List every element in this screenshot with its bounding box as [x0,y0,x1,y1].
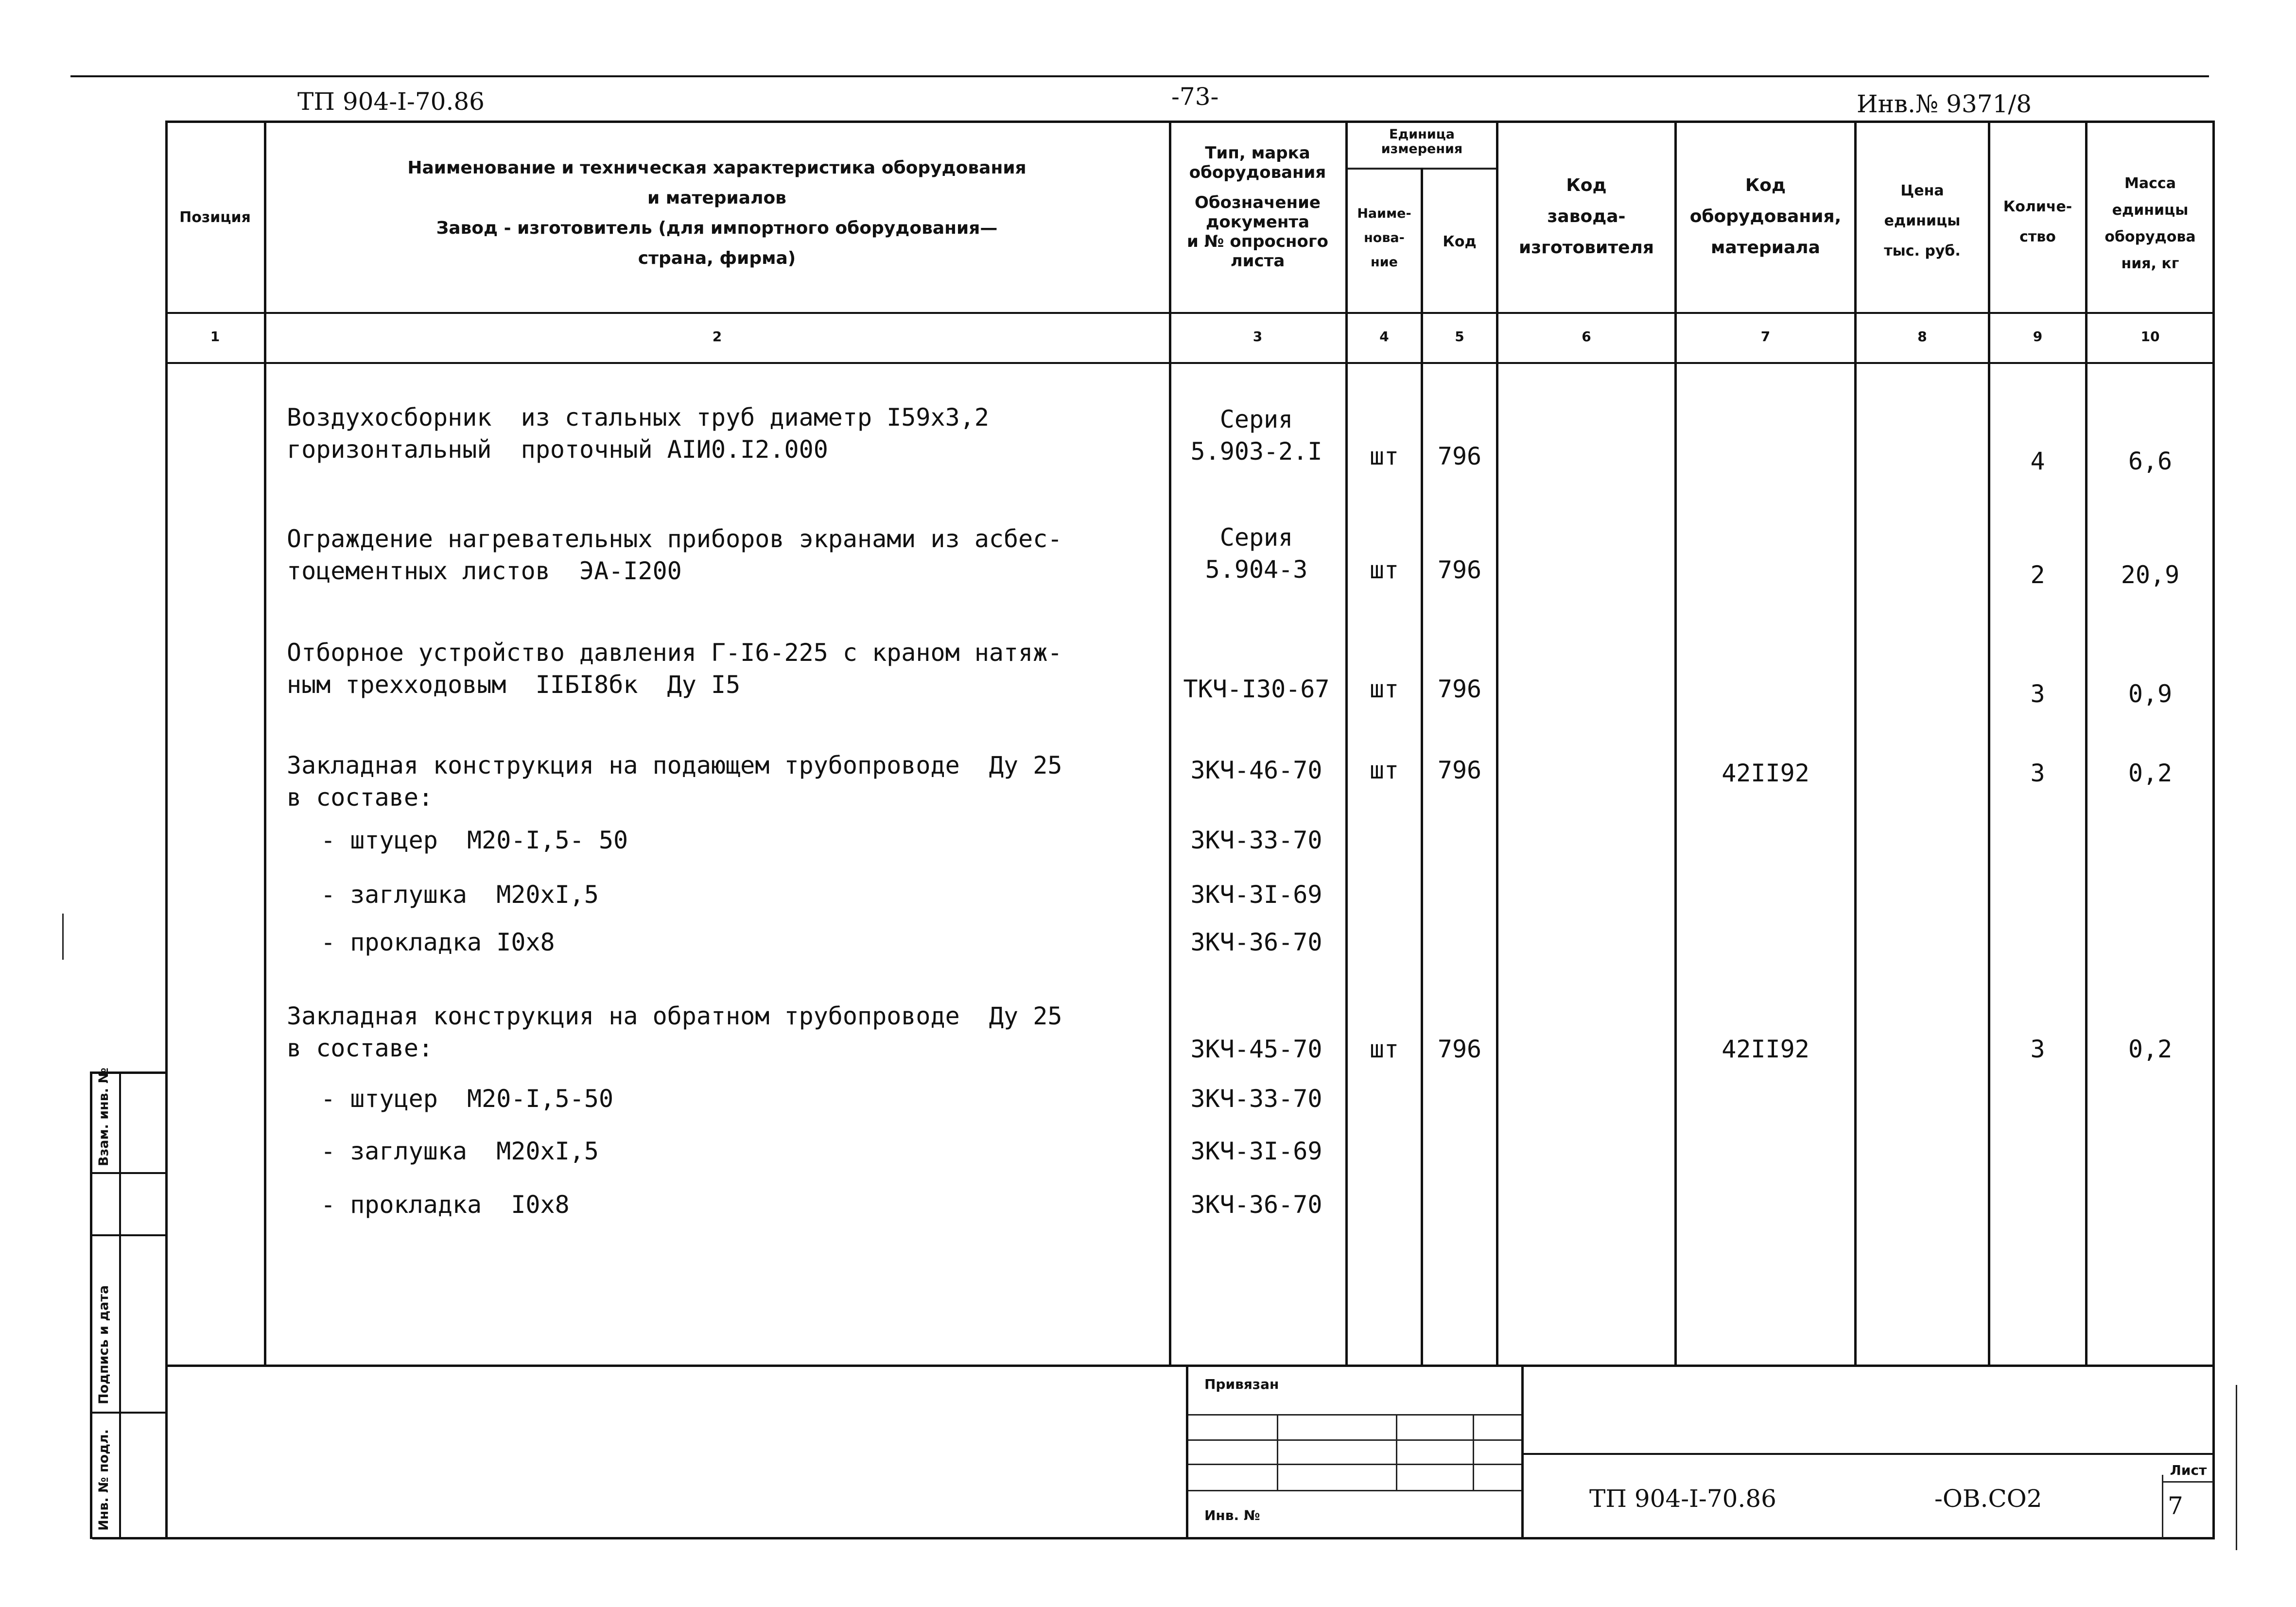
item-name: Отборное устройство давления Г-I6-225 с краном натяж- ным трехходовым IIБI8бк Ду I5 [287,639,1062,699]
col-sep-1 [264,121,266,1365]
header-quantity: Количе- ство [2003,198,2072,245]
item-type: ЗКЧ-3I-69 [1190,881,1322,909]
item-type: ЗКЧ-33-70 [1190,1085,1322,1113]
sheet-number: 7 [2168,1492,2183,1520]
header-unit-code: Код [1443,233,1477,250]
item-type: ЗКЧ-33-70 [1190,826,1322,854]
header-unit-group: Единица измерения [1381,127,1463,156]
tb-vline-1 [1277,1415,1278,1490]
item-qty: 3 [2030,1035,2045,1063]
item-unit: шт [1369,1035,1399,1063]
tb-line-2 [1188,1439,1521,1441]
item-mass: 0,9 [2128,680,2173,708]
header-unit-name: Наиме- нова- ние [1357,206,1411,270]
side-stamp-sep-1 [90,1172,167,1174]
item-unit-code: 796 [1437,556,1482,584]
item-unit: шт [1369,442,1399,470]
colnum-10: 10 [2140,328,2160,345]
frame-top [165,121,2214,123]
side-stamp-sep-3 [90,1412,167,1414]
col-sep-3 [1345,121,1348,1365]
footer-doc-suffix: -ОВ.СО2 [1934,1485,2042,1513]
col-sep-7 [1854,121,1857,1365]
item-unit: шт [1369,675,1399,703]
footer-top [165,1365,2214,1367]
inv-no-label: Инв. № [1204,1507,1260,1523]
col-sep-6 [1674,121,1677,1365]
item-material-code: 42II92 [1722,1035,1809,1063]
header-position: Позиция [179,209,251,226]
sheet-rule [2163,1481,2213,1483]
colnum-6: 6 [1582,328,1591,345]
header-type: Тип, марка оборудования Обозначение документа и № опросного листа [1186,143,1329,271]
side-stamp-left [90,1071,92,1539]
margin-tick-right [2236,1385,2237,1550]
frame-right [2212,121,2215,1539]
item-name: Закладная конструкция на обратном трубопроводе Ду 25 в составе: [287,1002,1062,1062]
item-type: ЗКЧ-46-70 [1190,756,1322,784]
colnum-bottom [165,362,2214,364]
item-type: ЗКЧ-3I-69 [1190,1137,1322,1165]
item-unit-code: 796 [1437,1035,1482,1063]
item-name: - заглушка М20хI,5 [321,1137,599,1165]
frame-bottom [92,1537,2215,1539]
stamp-top [1523,1453,2213,1455]
colnum-2: 2 [712,328,722,345]
item-name: Ограждение нагревательных приборов экранами из асбес- тоцементных листов ЭА-I200 [287,525,1062,585]
sheet-label: Лист [2170,1462,2207,1478]
col-sep-2 [1169,121,1171,1365]
tb-vline-2 [1396,1415,1397,1490]
item-qty: 3 [2030,759,2045,787]
header-price: Цена единицы тыс. руб. [1884,182,1961,259]
tb-right [1521,1365,1524,1538]
colnum-7: 7 [1760,328,1771,345]
item-name: Закладная конструкция на подающем трубопроводе Ду 25 в составе: [287,751,1062,812]
colnum-3: 3 [1252,328,1263,345]
side-stamp-sep-2 [90,1234,167,1236]
tb-left [1186,1365,1188,1538]
item-name: - штуцер М20-I,5- 50 [321,826,628,854]
col-sep-9 [2085,121,2087,1365]
header-factory-code: Код завода- изготовителя [1518,175,1654,258]
tb-line-4 [1188,1490,1521,1491]
header-mass: Масса единицы оборудова ния, кг [2105,175,2196,272]
tb-vline-3 [1473,1415,1474,1490]
tb-line-1 [1188,1414,1521,1416]
item-unit-code: 796 [1437,442,1482,470]
colnum-8: 8 [1917,328,1927,345]
item-unit-code: 796 [1437,675,1482,703]
item-type: ЗКЧ-45-70 [1190,1035,1322,1063]
item-type: ЗКЧ-36-70 [1190,1191,1322,1219]
item-material-code: 42II92 [1722,759,1809,787]
item-unit-code: 796 [1437,756,1482,784]
tb-line-3 [1188,1464,1521,1465]
top-doc-code: ТП 904-I-70.86 [297,87,485,116]
top-rule [70,75,2209,77]
header-bottom [165,312,2214,314]
stamp-label-inv-podl: Инв. № подл. [96,1429,111,1531]
item-type: Серия 5.904-3 [1205,523,1308,584]
colnum-1: 1 [210,328,220,345]
stamp-label-vzam-inv: Взам. инв. № [96,1067,111,1166]
privyazan-label: Привязан [1204,1376,1279,1392]
footer-doc-code: ТП 904-I-70.86 [1589,1485,1776,1513]
colnum-4: 4 [1379,328,1389,345]
sheet-sep [2162,1475,2163,1538]
item-type: ЗКЧ-36-70 [1190,928,1322,956]
page-number: -73- [1171,83,1219,111]
item-unit: шт [1369,756,1399,784]
item-qty: 3 [2030,680,2045,708]
margin-tick-left [62,914,64,960]
header-material-code: Код оборудования, материала [1689,175,1842,258]
item-name: Воздухосборник из стальных труб диаметр I59x3,2 горизонтальный проточный АIИ0.I2.000 [287,403,989,464]
item-mass: 6,6 [2128,447,2173,475]
col-sep-5 [1496,121,1498,1365]
item-name: - штуцер М20-I,5-50 [321,1085,614,1113]
header-name: Наименование и техническая характеристика оборудования и материалов Завод - изготовитель (для импортного оборудования— страна, фирма) [407,158,1026,268]
item-mass: 0,2 [2128,1035,2173,1063]
col-sep-8 [1988,121,1990,1365]
item-type: Серия 5.903-2.I [1190,405,1322,466]
stamp-label-signature-date: Подпись и дата [96,1285,111,1404]
item-qty: 2 [2030,561,2045,589]
item-type: ТКЧ-I30-67 [1183,675,1330,703]
item-name: - прокладка I0x8 [321,928,555,956]
colnum-5: 5 [1455,328,1464,345]
item-mass: 0,2 [2128,759,2173,787]
side-stamp-mid [119,1071,121,1539]
item-name: - прокладка I0x8 [321,1191,570,1219]
inventory-number: Инв.№ 9371/8 [1857,90,2032,118]
item-unit: шт [1369,556,1399,584]
item-qty: 4 [2030,447,2045,475]
colnum-9: 9 [2033,328,2043,345]
item-mass: 20,9 [2121,561,2180,589]
item-name: - заглушка М20хI,5 [321,881,599,909]
